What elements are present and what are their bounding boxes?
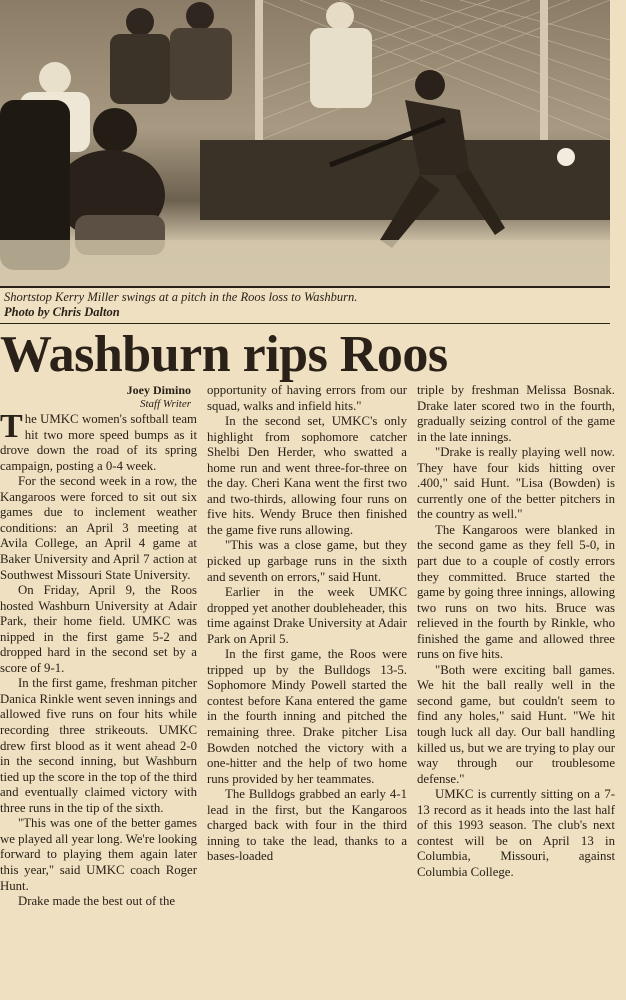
paragraph: On Friday, April 9, the Roos hosted Washburn University at Adair Park, their home field. UMKC was nipped in the first game 5-2 and dropped hard in the second set by a score of 9-1. xyxy=(0,583,197,675)
paragraph: opportunity of having errors from our squad, walks and infield hits." xyxy=(207,383,407,413)
paragraph: triple by freshman Melissa Bosnak. Drake later scored two in the fourth, gradually seizing control of the game in the late innings. xyxy=(417,383,615,444)
paragraph: For the second week in a row, the Kangaroos were forced to sit out six games due to inclement weather conditions: an April 3 meeting at Avila College, an April 4 game at Baker University and April 7 action at Southwest Missouri State University. xyxy=(0,474,197,582)
photo-caption xyxy=(4,290,608,320)
paragraph: "Both were exciting ball games. We hit the ball really well in the second game, but couldn't seem to find any holes," said Hunt. "We hit tough luck all day. Our ball handling killed us, but we are trying to play our way through our troublesome defense." xyxy=(417,662,615,786)
game-photo xyxy=(0,0,610,288)
paragraph: In the first game, the Roos were tripped up by the Bulldogs 13-5. Sophomore Mindy Powell started the contest before Kana entered the game in the fourth inning and pitched the remaining three. Drake pitcher Lisa Bowden notched the victory with a one-hitter and the help of two home runs provided by her teammates. xyxy=(207,647,407,786)
paragraph: In the first game, freshman pitcher Danica Rinkle went seven innings and allowed five runs on four hits while recording three strikeouts. UMKC drew first blood as it went ahead 2-0 in the second inning, but Washburn tied up the score in the top of the third and eventually claimed victory with three runs in the tip of the sixth. xyxy=(0,676,197,815)
paragraph: UMKC is currently sitting on a 7-13 record as it heads into the last half of this 1993 season. The club's next contest will be on April 13 in Columbia, Missouri, against Columbia College. xyxy=(417,787,615,879)
article-column-1 xyxy=(0,383,197,910)
softball-batter-illustration xyxy=(0,0,610,286)
paragraph: In the second set, UMKC's only highlight from sophomore catcher Shelbi Den Herder, who swatted a home run and went three-for-three on the day. Cheri Kana went the first two and two-thirds, allowing four runs on five hits. Wendy Bruce then finished the game five runs allowing. xyxy=(207,414,407,537)
paragraph-text: he UMKC women's softball team hit two more speed bumps as it drove down the road of its spring campaign, posting a 0-4 week. xyxy=(0,412,197,473)
lead-paragraph xyxy=(0,408,197,474)
photo-credit: Photo by Chris Dalton xyxy=(4,305,120,319)
headline-rule xyxy=(0,323,610,324)
byline-role: Staff Writer xyxy=(139,397,191,410)
paragraph: The Bulldogs grabbed an early 4-1 lead in the first, but the Kangaroos charged back with four in the third inning to take the lead, thanks to a bases-loaded xyxy=(207,787,407,864)
byline-name: Joey Dimino xyxy=(126,383,191,397)
paragraph: The Kangaroos were blanked in the second game as they fell 5-0, in part due to a couple of costly errors they committed. Bruce started the game by going three innings, allowing two runs on two hits. Bruce was relieved in the fourth by Rinkle, who finished the game and allowed three runs on five hits. xyxy=(417,522,615,662)
paragraph: "This was a close game, but they picked up garbage runs in the sixth and seventh on errors," said Hunt. xyxy=(207,538,407,584)
paragraph: "Drake is really playing well now. They have four kids hitting over .400," said Hunt. "Lisa (Bowden) is currently one of the better pitchers in the country as well." xyxy=(417,445,615,522)
byline xyxy=(0,383,191,412)
paragraph: "This was one of the better games we played all year long. We're looking forward to playing them again later this year," said UMKC coach Roger Hunt. xyxy=(0,816,197,893)
headline: Washburn rips Roos xyxy=(0,326,448,383)
article-column-3 xyxy=(417,383,615,881)
caption-text: Shortstop Kerry Miller swings at a pitch in the Roos loss to Washburn. xyxy=(4,290,358,304)
paragraph: Earlier in the week UMKC dropped yet another doubleheader, this time against Drake University at Adair Park on April 5. xyxy=(207,585,407,646)
drop-cap: T xyxy=(0,408,23,446)
article-column-2 xyxy=(207,383,407,865)
paragraph: Drake made the best out of the xyxy=(18,894,176,909)
